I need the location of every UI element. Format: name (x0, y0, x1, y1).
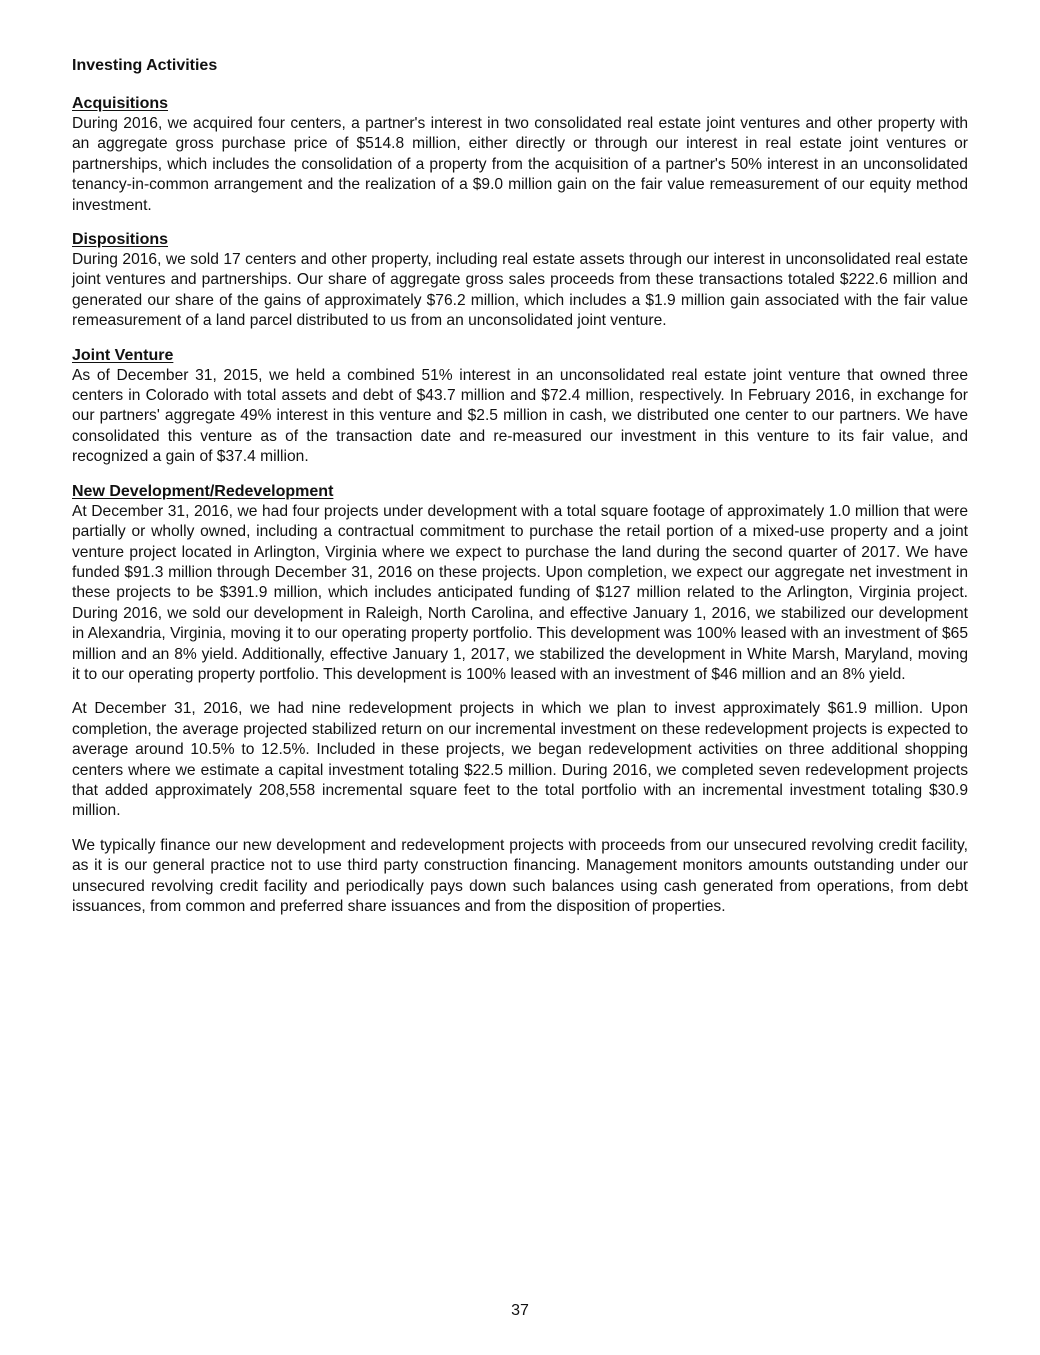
section-dispositions (72, 230, 968, 332)
paragraph-redevelopment: At December 31, 2016, we had nine redevelopment projects in which we plan to invest approximately $61.9 million. Upon completion, the average projected stabilized return on our incremental investment on these redevelopment projects is expected to average around 10.5% to 12.5%. Included in these projects, we began redevelopment activities on three additional shopping centers where we estimate a capital investment totaling $22.5 million. During 2016, we completed seven redevelopment projects that added approximately 208,558 incremental square feet to the total portfolio with an incremental investment totaling $30.9 million. (72, 700, 968, 820)
section-title: Joint Venture (72, 346, 174, 364)
section-title: Acquisitions (72, 95, 169, 112)
paragraph-financing: We typically finance our new development and redevelopment projects with proceeds from our unsecured revolving credit facility, as it is our general practice not to use third party construction financing. Management monitors amounts outstanding under our unsecured revolving credit facility and periodically pays down such balances using cash generated from operations, from debt issuances, from common and preferred share issuances and from the disposition of properties. (72, 836, 968, 915)
paragraph: As of December 31, 2015, we held a combined 51% interest in an unconsolidated real estate joint venture that owned three centers in Colorado with total assets and debt of $43.7 million and $72.4 million, respectively. In February 2016, in exchange for our partners' aggregate 49% interest in this venture and $2.5 million in cash, we distributed one center to our partners. We have consolidated this venture as of the transaction date and re-measured our investment in this venture to its fair value, and recognized a gain of $37.4 million. (72, 366, 968, 466)
document-page (72, 56, 968, 931)
section-title: Dispositions (72, 231, 169, 249)
section-acquisitions (72, 94, 968, 216)
paragraph: During 2016, we sold 17 centers and other property, including real estate assets through our interest in unconsolidated real estate joint ventures and partnerships. Our share of aggregate gross sales proceeds from these transactions totaled $222.6 million and generated our share of the gains of approximately $76.2 million, which includes a $1.9 million gain associated with the fair value remeasurement of a land parcel distributed to us from an unconsolidated joint venture. (72, 251, 968, 330)
section-title: New Development/Redevelopment (72, 482, 334, 500)
section-new-development (72, 482, 968, 686)
page-number: 37 (511, 1302, 529, 1319)
paragraph: During 2016, we acquired four centers, a partner's interest in two consolidated real estate joint ventures and other property with an aggregate gross purchase price of $514.8 million, either directly or through our interest in real estate joint ventures or partnerships, which includes the consolidation of a property from the acquisition of a partner's 50% interest in an unconsolidated tenancy-in-common arrangement and the realization of a $9.0 million gain on the fair value remeasurement of our equity method investment. (72, 115, 968, 214)
section-heading: Investing Activities (72, 57, 218, 74)
section-joint-venture (72, 346, 968, 468)
paragraph: At December 31, 2016, we had four projects under development with a total square footage of approximately 1.0 million that were partially or wholly owned, including a contractual commitment to purchase the retail portion of a mixed-use property and a joint venture project located in Arlington, Virginia where we expect to purchase the land during the second quarter of 2017. We have funded $91.3 million through December 31, 2016 on these projects. Upon completion, we expect our aggregate net investment in these projects to be $391.9 million, which includes anticipated funding of $127 million related to the Arlington, Virginia project. During 2016, we sold our development in Raleigh, North Carolina, and effective January 1, 2016, we stabilized our development in Alexandria, Virginia, moving it to our operating property portfolio. This development was 100% leased with an investment of $65 million and an 8% yield. Additionally, effective January 1, 2017, we stabilized the development in White Marsh, Maryland, moving it to our operating property portfolio. This development is 100% leased with an investment of $46 million and an 8% yield. (72, 502, 968, 683)
